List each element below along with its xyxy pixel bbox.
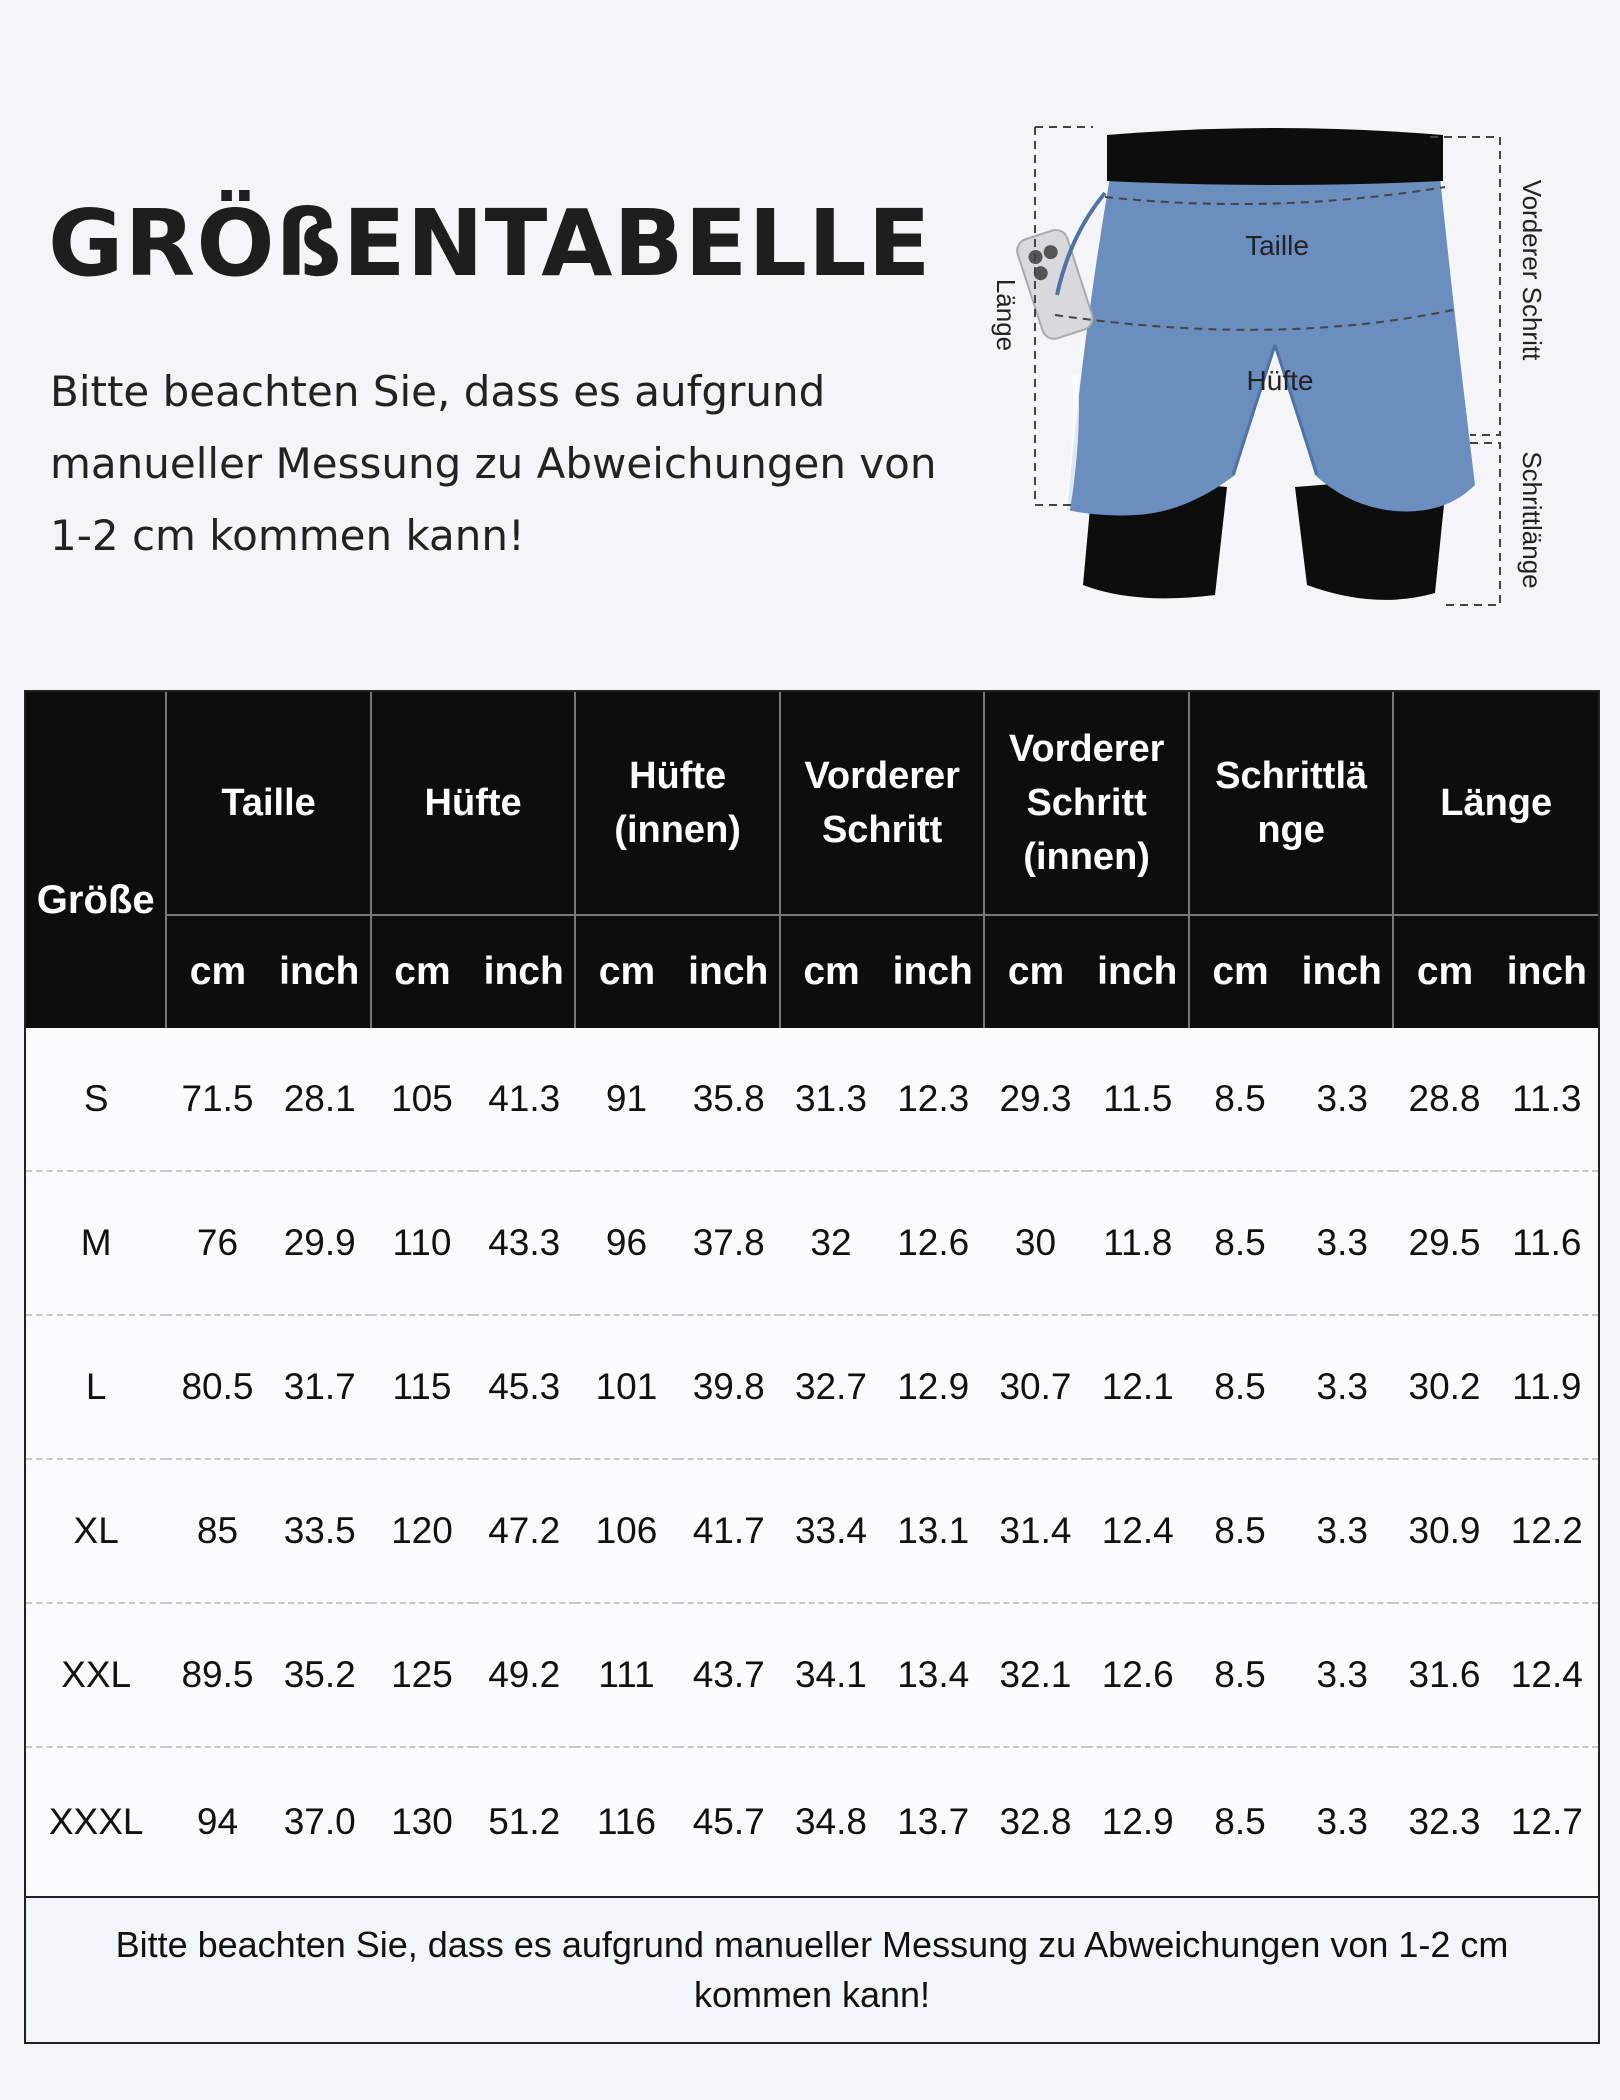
measurement-cell: 11.5	[1087, 1028, 1189, 1171]
measurement-cell: 3.3	[1291, 1028, 1393, 1171]
measurement-cell: 3.3	[1291, 1171, 1393, 1315]
table-row	[26, 1459, 1598, 1603]
size-label: L	[26, 1315, 166, 1459]
measurement-cell: 12.9	[1087, 1747, 1189, 1896]
unit-cm: cm	[575, 915, 677, 1028]
unit-cm: cm	[371, 915, 473, 1028]
header-waist: Taille	[166, 692, 371, 915]
measurement-cell: 32.1	[984, 1603, 1086, 1747]
measurement-cell: 91	[575, 1028, 677, 1171]
header-front-rise: Vorderer Schritt	[780, 692, 985, 915]
measurement-cell: 80.5	[166, 1315, 268, 1459]
measurement-cell: 32.7	[780, 1315, 882, 1459]
table-row	[26, 1171, 1598, 1315]
measurement-cell: 105	[371, 1028, 473, 1171]
measurement-cell: 130	[371, 1747, 473, 1896]
unit-inch: inch	[1496, 915, 1598, 1028]
table-row	[26, 1603, 1598, 1747]
measurement-cell: 3.3	[1291, 1315, 1393, 1459]
measurement-cell: 12.4	[1087, 1459, 1189, 1603]
measurement-cell: 110	[371, 1171, 473, 1315]
measurement-cell: 33.4	[780, 1459, 882, 1603]
measurement-cell: 12.1	[1087, 1315, 1189, 1459]
measurement-cell: 37.8	[678, 1171, 780, 1315]
measurement-cell: 43.7	[678, 1603, 780, 1747]
measurement-cell: 30.7	[984, 1315, 1086, 1459]
group-header-row	[26, 692, 1598, 915]
header-size: Größe	[26, 692, 166, 1028]
measurement-cell: 76	[166, 1171, 268, 1315]
unit-cm: cm	[984, 915, 1086, 1028]
table-row	[26, 1315, 1598, 1459]
diagram-label-length: Länge	[991, 278, 1021, 352]
measurement-cell: 120	[371, 1459, 473, 1603]
measurement-cell: 85	[166, 1459, 268, 1603]
measurement-cell: 71.5	[166, 1028, 268, 1171]
size-label: XL	[26, 1459, 166, 1603]
measurement-cell: 116	[575, 1747, 677, 1896]
unit-cm: cm	[1393, 915, 1495, 1028]
measurement-cell: 13.1	[882, 1459, 984, 1603]
measurement-cell: 41.3	[473, 1028, 575, 1171]
measurement-cell: 31.7	[269, 1315, 371, 1459]
measurement-cell: 35.2	[269, 1603, 371, 1747]
table-footnote: Bitte beachten Sie, dass es aufgrund manueller Messung zu Abweichungen von 1-2 cm kommen kann!	[26, 1896, 1598, 2042]
measurement-cell: 8.5	[1189, 1459, 1291, 1603]
shorts-measurement-diagram	[975, 115, 1550, 615]
measurement-cell: 49.2	[473, 1603, 575, 1747]
unit-header-row	[26, 915, 1598, 1028]
size-label: S	[26, 1028, 166, 1171]
measurement-cell: 30.2	[1393, 1315, 1495, 1459]
measurement-cell: 39.8	[678, 1315, 780, 1459]
unit-inch: inch	[269, 915, 371, 1028]
measurement-cell: 11.3	[1496, 1028, 1598, 1171]
measurement-cell: 32	[780, 1171, 882, 1315]
measurement-cell: 8.5	[1189, 1315, 1291, 1459]
measurement-cell: 28.8	[1393, 1028, 1495, 1171]
measurement-cell: 12.2	[1496, 1459, 1598, 1603]
measurement-cell: 41.7	[678, 1459, 780, 1603]
measurement-cell: 12.3	[882, 1028, 984, 1171]
measurement-cell: 94	[166, 1747, 268, 1896]
measurement-cell: 13.7	[882, 1747, 984, 1896]
measurement-cell: 45.3	[473, 1315, 575, 1459]
table-row	[26, 1028, 1598, 1171]
unit-inch: inch	[1087, 915, 1189, 1028]
measurement-cell: 31.3	[780, 1028, 882, 1171]
measurement-cell: 32.3	[1393, 1747, 1495, 1896]
measurement-cell: 35.8	[678, 1028, 780, 1171]
measurement-cell: 12.6	[1087, 1603, 1189, 1747]
measurement-cell: 11.9	[1496, 1315, 1598, 1459]
measurement-cell: 12.4	[1496, 1603, 1598, 1747]
measurement-cell: 31.6	[1393, 1603, 1495, 1747]
measurement-cell: 111	[575, 1603, 677, 1747]
unit-cm: cm	[166, 915, 268, 1028]
measurement-cell: 3.3	[1291, 1459, 1393, 1603]
size-label: XXXL	[26, 1747, 166, 1896]
measurement-cell: 12.6	[882, 1171, 984, 1315]
unit-inch: inch	[678, 915, 780, 1028]
unit-inch: inch	[882, 915, 984, 1028]
measurement-cell: 34.1	[780, 1603, 882, 1747]
measurement-cell: 89.5	[166, 1603, 268, 1747]
measurement-cell: 106	[575, 1459, 677, 1603]
measurement-cell: 33.5	[269, 1459, 371, 1603]
unit-inch: inch	[1291, 915, 1393, 1028]
measurement-cell: 101	[575, 1315, 677, 1459]
measurement-cell: 8.5	[1189, 1747, 1291, 1896]
header-hip: Hüfte	[371, 692, 576, 915]
measurement-cell: 37.0	[269, 1747, 371, 1896]
unit-inch: inch	[473, 915, 575, 1028]
unit-cm: cm	[1189, 915, 1291, 1028]
size-rows	[26, 1028, 1598, 1896]
measurement-cell: 43.3	[473, 1171, 575, 1315]
measurement-cell: 8.5	[1189, 1171, 1291, 1315]
measurement-cell: 32.8	[984, 1747, 1086, 1896]
measurement-cell: 11.8	[1087, 1171, 1189, 1315]
header-front-rise-inner: Vorderer Schritt (innen)	[984, 692, 1189, 915]
measurement-cell: 47.2	[473, 1459, 575, 1603]
header-inseam: Schrittlä nge	[1189, 692, 1394, 915]
measurement-cell: 29.3	[984, 1028, 1086, 1171]
size-label: M	[26, 1171, 166, 1315]
measurement-cell: 8.5	[1189, 1603, 1291, 1747]
measurement-cell: 30	[984, 1171, 1086, 1315]
waistband	[1107, 128, 1443, 185]
shorts-body	[1067, 177, 1475, 515]
measurement-cell: 28.1	[269, 1028, 371, 1171]
measurement-cell: 51.2	[473, 1747, 575, 1896]
intro-note: Bitte beachten Sie, dass es aufgrund manueller Messung zu Abweichungen von 1-2 cm kommen kann!	[50, 367, 937, 560]
size-chart-table	[24, 690, 1600, 2044]
measurement-cell: 8.5	[1189, 1028, 1291, 1171]
measurement-cell: 115	[371, 1315, 473, 1459]
diagram-label-waist: Taille	[1245, 230, 1309, 261]
measurement-cell: 31.4	[984, 1459, 1086, 1603]
unit-cm: cm	[780, 915, 882, 1028]
measurement-cell: 12.9	[882, 1315, 984, 1459]
diagram-label-front-rise: Vorderer Schritt	[1517, 179, 1547, 361]
measurement-cell: 11.6	[1496, 1171, 1598, 1315]
table-row	[26, 1747, 1598, 1896]
page-title: GRÖßENTABELLE	[48, 190, 932, 297]
measurement-cell: 3.3	[1291, 1747, 1393, 1896]
measurement-cell: 45.7	[678, 1747, 780, 1896]
measurement-cell: 13.4	[882, 1603, 984, 1747]
measurement-cell: 96	[575, 1171, 677, 1315]
measurement-cell: 125	[371, 1603, 473, 1747]
measurement-cell: 3.3	[1291, 1603, 1393, 1747]
diagram-label-inseam: Schrittlänge	[1517, 451, 1547, 589]
measurement-cell: 29.9	[269, 1171, 371, 1315]
measurement-cell: 29.5	[1393, 1171, 1495, 1315]
diagram-label-hip: Hüfte	[1246, 365, 1314, 396]
header-hip-inner: Hüfte (innen)	[575, 692, 780, 915]
header-length: Länge	[1393, 692, 1598, 915]
phone-icon	[1014, 227, 1096, 342]
measurement-cell: 30.9	[1393, 1459, 1495, 1603]
measurement-cell: 12.7	[1496, 1747, 1598, 1896]
measurement-cell: 34.8	[780, 1747, 882, 1896]
size-label: XXL	[26, 1603, 166, 1747]
